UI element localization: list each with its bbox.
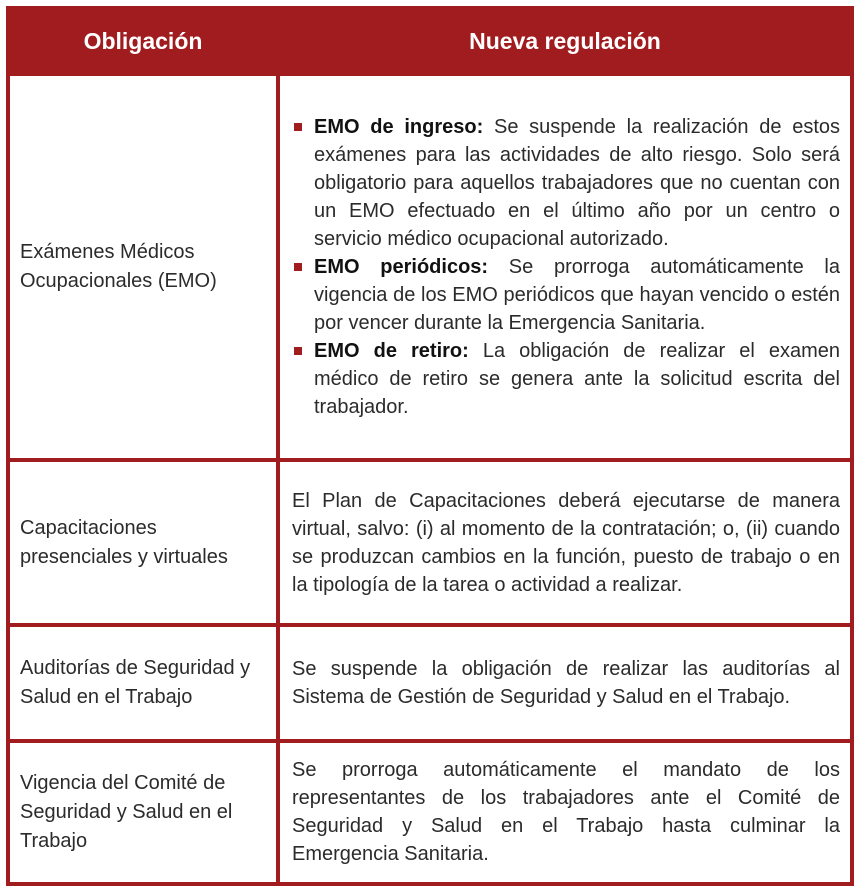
regulation-cell — [280, 76, 850, 458]
header-obligation: Obligación — [83, 27, 203, 54]
bullet-title: EMO de ingreso: — [314, 115, 484, 138]
bullet-square-icon — [294, 347, 302, 355]
regulation-bullet-list — [292, 113, 840, 421]
regulation-table — [6, 6, 854, 886]
regulation-cell: El Plan de Capacitaciones deberá ejecutarse de manera virtual, salvo: (i) al momento de la contratación; o, (ii) cuando se produzcan cambios en la función, puesto de trabajo o en la tipología de la tarea o actividad a realizar. — [280, 462, 850, 624]
bullet-square-icon — [294, 123, 302, 131]
bullet-title: EMO periódicos: — [314, 255, 489, 278]
table-header-row — [10, 10, 850, 72]
bullet-title: EMO de retiro: — [314, 339, 469, 362]
table-row — [10, 627, 850, 738]
bullet-text: Se suspende la realización de estos exámenes para las actividades de alto riesgo. Solo será obligatorio para aquellos trabajadores que no cuentan con un EMO efectuado en el último año por un centro o servicio médico ocupacional autorizado. — [314, 115, 841, 250]
obligation-cell: Vigencia del Comité de Seguridad y Salud en el Trabajo — [10, 743, 276, 882]
bullet-text: Se prorroga automáticamente la vigencia de los EMO periódicos que hayan vencido o estén por vencer durante la Emergencia Sanitaria. — [314, 255, 840, 334]
regulation-cell: Se prorroga automáticamente el mandato de los representantes de los trabajadores ante el Comité de Seguridad y Salud en el Trabajo hasta culminar la Emergencia Sanitaria. — [280, 743, 850, 882]
obligation-cell: Capacitaciones presenciales y virtuales — [10, 462, 276, 624]
obligation-cell: Exámenes Médicos Ocupacionales (EMO) — [10, 76, 276, 458]
bullet-square-icon — [294, 263, 302, 271]
regulation-table-frame — [6, 6, 854, 886]
list-item — [292, 337, 840, 421]
header-new-regulation: Nueva regulación — [469, 27, 661, 54]
table-row — [10, 76, 850, 458]
list-item — [292, 253, 840, 337]
obligation-cell: Auditorías de Seguridad y Salud en el Trabajo — [10, 627, 276, 738]
regulation-cell: Se suspende la obligación de realizar las auditorías al Sistema de Gestión de Seguridad y Salud en el Trabajo. — [280, 627, 850, 738]
list-item — [292, 113, 840, 253]
table-row — [10, 743, 850, 882]
table-row — [10, 462, 850, 624]
bullet-text: La obligación de realizar el examen médico de retiro se genera ante la solicitud escrita del trabajador. — [314, 339, 840, 418]
